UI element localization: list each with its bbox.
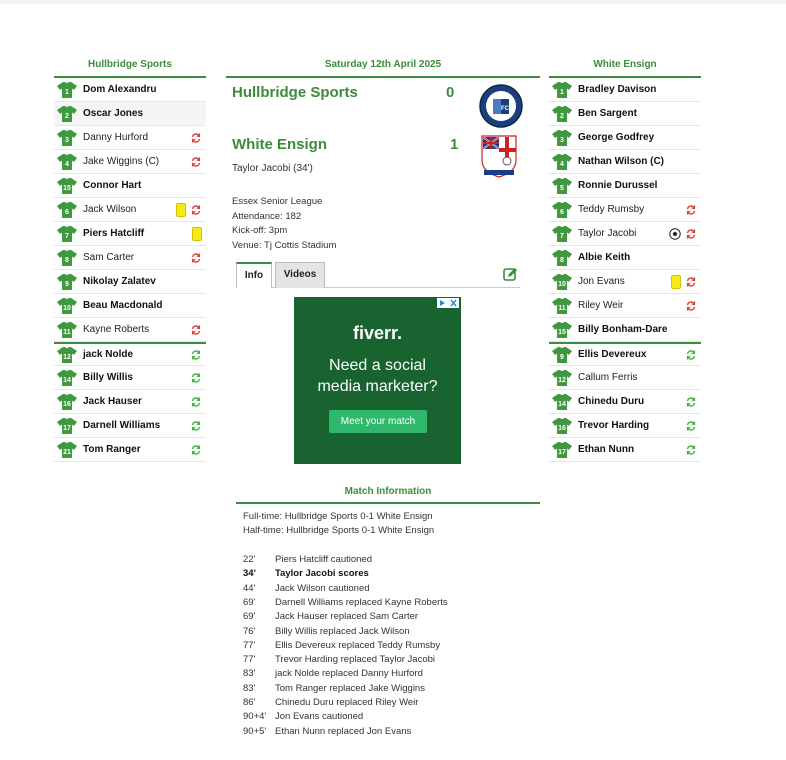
player-row[interactable] — [54, 174, 206, 198]
substitution-off-icon — [190, 132, 202, 144]
match-event — [243, 726, 411, 740]
player-name[interactable]: Trevor Harding — [578, 420, 650, 431]
shirt-number: 21 — [63, 448, 71, 456]
match-event — [243, 554, 372, 568]
player-row[interactable] — [54, 150, 206, 174]
shirt-number: 17 — [63, 424, 71, 432]
shirt-number: 10 — [558, 280, 566, 288]
shirt-icon — [552, 297, 572, 315]
match-event — [243, 711, 363, 725]
away-score: 1 — [450, 136, 459, 153]
yellow-card-icon — [192, 227, 202, 241]
player-row[interactable] — [549, 294, 701, 318]
player-row[interactable] — [549, 246, 701, 270]
match-event — [243, 668, 423, 682]
substitution-on-icon — [685, 420, 697, 432]
player-name[interactable]: Tom Ranger — [83, 444, 141, 455]
shirt-icon — [552, 369, 572, 387]
substitute-row[interactable] — [549, 414, 701, 438]
kickoff-time: Kick-off: 3pm — [232, 225, 288, 236]
shirt-number: 2 — [65, 112, 69, 120]
substitute-row[interactable] — [549, 366, 701, 390]
edit-icon[interactable] — [503, 267, 518, 282]
player-name[interactable]: Kayne Roberts — [83, 324, 150, 335]
event-minute: 86' — [243, 697, 256, 708]
substitute-row[interactable] — [54, 366, 206, 390]
substitution-on-icon — [685, 396, 697, 408]
player-name[interactable]: Jack Hauser — [83, 396, 142, 407]
player-name[interactable]: Danny Hurford — [83, 132, 149, 143]
away-team-name[interactable]: White Ensign — [232, 136, 327, 153]
player-row[interactable] — [54, 102, 206, 126]
fulltime-result: Full-time: Hullbridge Sports 0-1 White Ensign — [243, 511, 433, 522]
event-text: Jack Wilson cautioned — [275, 582, 370, 594]
substitution-on-icon — [190, 349, 202, 361]
match-event — [243, 611, 418, 625]
league-name[interactable]: Essex Senior League — [232, 196, 323, 207]
ad-headline: Need a social media marketer? — [317, 357, 438, 395]
shirt-number: 5 — [560, 184, 564, 192]
shirt-icon — [57, 177, 77, 195]
player-row[interactable] — [549, 78, 701, 102]
away-team-heading: White Ensign — [549, 58, 701, 78]
halftime-result: Half-time: Hullbridge Sports 0-1 White Ensign — [243, 525, 435, 536]
shirt-icon — [57, 321, 77, 339]
home-team-heading: Hullbridge Sports — [54, 58, 206, 78]
substitution-off-icon — [190, 324, 202, 336]
player-name[interactable]: Nikolay Zalatev — [83, 276, 156, 287]
event-minute: 83' — [243, 668, 256, 680]
player-name[interactable]: Ellis Devereux — [578, 349, 647, 360]
match-information-title: Match Information — [236, 486, 540, 504]
substitution-on-icon — [190, 444, 202, 456]
shirt-number: 7 — [560, 232, 564, 240]
player-name[interactable]: George Godfrey — [578, 132, 655, 143]
substitute-row[interactable] — [54, 414, 206, 438]
substitution-off-icon — [685, 228, 697, 240]
shirt-icon — [552, 249, 572, 267]
substitute-row[interactable] — [54, 390, 206, 414]
player-row[interactable] — [54, 246, 206, 270]
shirt-icon — [57, 441, 77, 459]
away-goalscorer: Taylor Jacobi (34') — [232, 163, 313, 174]
event-text: Billy Willis replaced Jack Wilson — [275, 625, 410, 637]
shirt-icon — [57, 249, 77, 267]
shirt-icon — [57, 81, 77, 99]
substitution-off-icon — [190, 156, 202, 168]
shirt-icon — [57, 153, 77, 171]
shirt-number: 15 — [558, 328, 566, 336]
shirt-number: 4 — [560, 160, 564, 168]
shirt-number: 11 — [63, 328, 71, 336]
event-minute: 90+4' — [243, 711, 267, 723]
shirt-number: 16 — [558, 424, 566, 432]
shirt-icon — [57, 369, 77, 387]
player-name[interactable]: Teddy Rumsby — [578, 204, 645, 215]
event-minute: 90+5' — [243, 725, 267, 737]
shirt-icon — [552, 346, 572, 364]
venue: Venue: Tj Cottis Stadium — [232, 239, 337, 251]
event-text: Chinedu Duru replaced Riley Weir — [275, 697, 419, 708]
event-minute: 44' — [243, 582, 256, 594]
shirt-icon — [552, 417, 572, 435]
shirt-number: 1 — [65, 88, 69, 96]
player-row[interactable] — [54, 318, 206, 342]
event-minute: 69' — [243, 611, 256, 623]
player-name[interactable]: Albie Keith — [578, 252, 631, 263]
home-lineup — [54, 58, 206, 462]
player-name[interactable]: Riley Weir — [578, 300, 624, 311]
event-minute: 83' — [243, 682, 256, 694]
ad-brand: fiverr. — [352, 323, 403, 343]
shirt-icon — [57, 201, 77, 219]
match-event — [243, 597, 448, 611]
event-text: Trevor Harding replaced Taylor Jacobi — [275, 654, 435, 666]
shirt-icon — [552, 177, 572, 195]
shirt-number: 14 — [558, 400, 566, 408]
substitution-off-icon — [685, 300, 697, 312]
ad-choices-icon[interactable] — [437, 298, 459, 308]
yellow-card-icon — [176, 203, 186, 217]
event-text: Darnell Williams replaced Kayne Roberts — [275, 596, 448, 608]
player-name[interactable]: Oscar Jones — [83, 108, 144, 119]
player-name[interactable]: Jon Evans — [578, 276, 625, 287]
top-bar — [0, 0, 786, 4]
shirt-icon — [57, 273, 77, 291]
shirt-icon — [552, 273, 572, 291]
shirt-icon — [57, 105, 77, 123]
shirt-number: 12 — [558, 376, 566, 384]
player-name[interactable]: Ronnie Durussel — [578, 180, 658, 191]
player-row[interactable] — [549, 150, 701, 174]
tab-info[interactable]: Info — [236, 262, 272, 288]
match-date: Saturday 12th April 2025 — [226, 58, 540, 78]
player-name[interactable]: Callum Ferris — [578, 372, 638, 383]
shirt-number: 11 — [558, 304, 566, 312]
substitution-off-icon — [685, 204, 697, 216]
event-text: Jack Hauser replaced Sam Carter — [275, 611, 419, 623]
away-crest-icon — [478, 134, 520, 178]
shirt-icon — [57, 417, 77, 435]
event-minute: 22' — [243, 554, 256, 565]
player-name[interactable]: Dom Alexandru — [83, 84, 157, 95]
shirt-number: 3 — [560, 136, 564, 144]
player-name[interactable]: Billy Bonham-Dare — [578, 324, 668, 335]
shirt-number: 4 — [65, 160, 69, 168]
shirt-icon — [552, 129, 572, 147]
shirt-number: 10 — [63, 304, 71, 312]
player-row[interactable] — [549, 102, 701, 126]
substitution-on-icon — [190, 372, 202, 384]
event-minute: 77' — [243, 654, 256, 666]
event-text: Taylor Jacobi scores — [275, 568, 369, 580]
substitute-row[interactable] — [549, 390, 701, 414]
player-name[interactable]: Jack Wilson — [83, 204, 137, 215]
shirt-icon — [552, 321, 572, 339]
match-event — [243, 683, 425, 697]
shirt-number: 12 — [63, 353, 71, 361]
player-row[interactable] — [549, 126, 701, 150]
player-name[interactable]: Bradley Davison — [578, 84, 657, 95]
match-header — [226, 58, 540, 78]
shirt-icon — [57, 297, 77, 315]
player-row[interactable] — [54, 270, 206, 294]
svg-text:FC: FC — [501, 106, 509, 112]
shirt-number: 3 — [65, 136, 69, 144]
event-minute: 76' — [243, 625, 256, 637]
player-name[interactable]: Ben Sargent — [578, 108, 637, 119]
shirt-number: 6 — [65, 208, 69, 216]
home-crest-icon — [479, 84, 523, 128]
shirt-icon — [552, 81, 572, 99]
yellow-card-icon — [671, 275, 681, 289]
shirt-icon — [57, 346, 77, 364]
shirt-number: 15 — [63, 184, 71, 192]
player-row[interactable] — [549, 174, 701, 198]
tab-videos[interactable]: Videos — [275, 262, 325, 288]
shirt-number: 1 — [560, 88, 564, 96]
substitution-off-icon — [190, 204, 202, 216]
substitute-row[interactable] — [54, 342, 206, 366]
substitution-on-icon — [685, 349, 697, 361]
player-row[interactable] — [549, 198, 701, 222]
shirt-icon — [552, 105, 572, 123]
shirt-icon — [552, 153, 572, 171]
shirt-number: 14 — [63, 376, 71, 384]
substitute-row[interactable] — [549, 342, 701, 366]
advertisement[interactable] — [294, 297, 461, 464]
player-name[interactable]: Taylor Jacobi — [578, 228, 637, 239]
match-event — [243, 654, 435, 668]
player-row[interactable] — [549, 318, 701, 342]
player-name[interactable]: Darnell Williams — [83, 420, 161, 431]
player-name[interactable]: Ethan Nunn — [578, 444, 635, 455]
player-row[interactable] — [549, 222, 701, 246]
shirt-icon — [57, 225, 77, 243]
substitution-off-icon — [190, 252, 202, 264]
player-name[interactable]: Connor Hart — [83, 180, 142, 191]
tab-bar — [236, 262, 520, 288]
player-name[interactable]: Billy Willis — [83, 372, 133, 383]
home-score: 0 — [446, 84, 455, 101]
event-minute: 77' — [243, 639, 256, 651]
shirt-number: 16 — [63, 400, 71, 408]
event-minute: 69' — [243, 596, 256, 608]
away-lineup — [549, 58, 701, 462]
player-row[interactable] — [54, 78, 206, 102]
goal-ball-icon — [669, 228, 681, 240]
match-event — [243, 583, 370, 597]
player-row[interactable] — [54, 126, 206, 150]
player-row[interactable] — [54, 198, 206, 222]
player-name[interactable]: Piers Hatcliff — [83, 228, 145, 239]
player-name[interactable]: Chinedu Duru — [578, 396, 645, 407]
home-team-name[interactable]: Hullbridge Sports — [232, 84, 358, 101]
player-row[interactable] — [549, 270, 701, 294]
shirt-number: 8 — [560, 256, 564, 264]
player-name[interactable]: Nathan Wilson (C) — [578, 156, 665, 167]
event-text: Ethan Nunn replaced Jon Evans — [275, 725, 412, 737]
player-name[interactable]: Jake Wiggins (C) — [83, 156, 160, 167]
event-text: jack Nolde replaced Danny Hurford — [275, 668, 423, 680]
shirt-number: 2 — [560, 112, 564, 120]
substitute-row[interactable] — [54, 438, 206, 462]
ad-cta-button[interactable]: Meet your match — [329, 410, 427, 433]
substitute-row[interactable] — [549, 438, 701, 462]
shirt-icon — [552, 201, 572, 219]
shirt-icon — [552, 441, 572, 459]
player-name[interactable]: jack Nolde — [83, 349, 134, 360]
match-event — [243, 640, 440, 654]
event-minute: 34' — [243, 568, 256, 580]
shirt-number: 6 — [560, 208, 564, 216]
event-text: Tom Ranger replaced Jake Wiggins — [275, 682, 425, 694]
event-text: Jon Evans cautioned — [275, 711, 364, 723]
shirt-icon — [57, 393, 77, 411]
event-text: Piers Hatcliff cautioned — [275, 554, 372, 565]
match-event — [243, 568, 369, 582]
shirt-number: 17 — [558, 448, 566, 456]
substitution-off-icon — [685, 276, 697, 288]
substitution-on-icon — [685, 444, 697, 456]
match-event — [243, 626, 410, 640]
shirt-number: 7 — [65, 232, 69, 240]
player-name[interactable]: Beau Macdonald — [83, 300, 163, 311]
substitution-on-icon — [190, 420, 202, 432]
substitution-on-icon — [190, 396, 202, 408]
shirt-number: 9 — [65, 280, 69, 288]
player-row[interactable] — [54, 222, 206, 246]
shirt-number: 9 — [560, 353, 564, 361]
attendance: Attendance: 182 — [232, 210, 302, 222]
shirt-icon — [552, 225, 572, 243]
match-details — [232, 195, 336, 253]
event-text: Ellis Devereux replaced Teddy Rumsby — [275, 639, 441, 651]
shirt-icon — [552, 393, 572, 411]
player-name[interactable]: Sam Carter — [83, 252, 135, 263]
shirt-number: 8 — [65, 256, 69, 264]
shirt-icon — [57, 129, 77, 147]
player-row[interactable] — [54, 294, 206, 318]
match-event — [243, 697, 418, 711]
